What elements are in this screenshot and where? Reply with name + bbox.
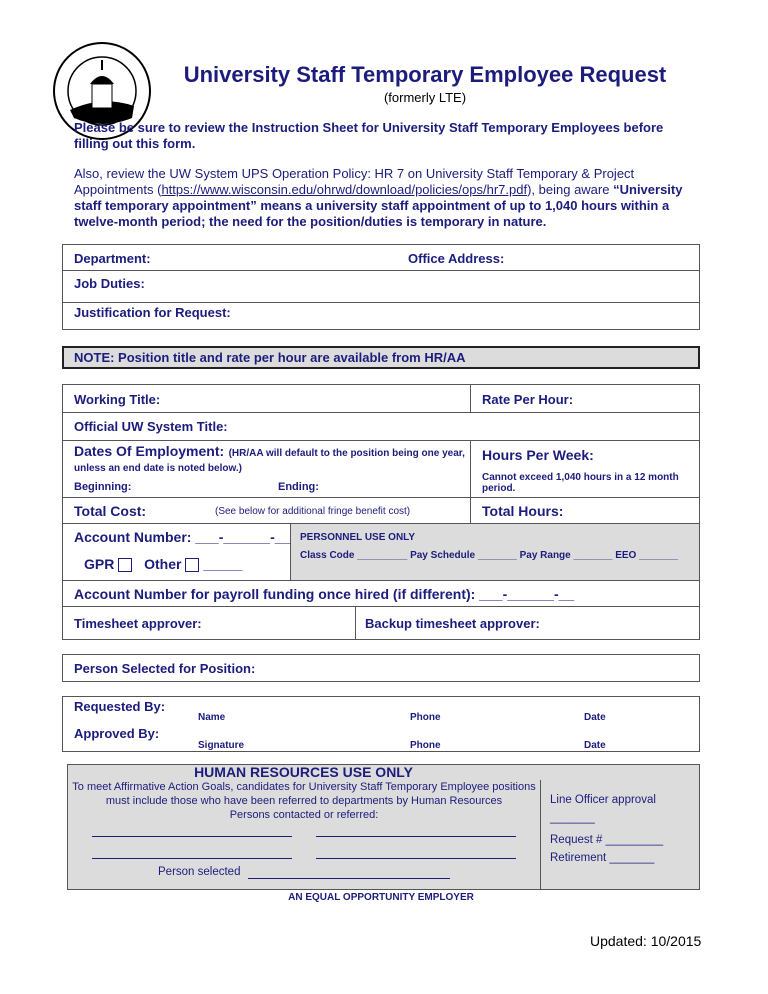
referred-line[interactable] <box>92 858 292 859</box>
requested-name-field[interactable]: Name <box>198 712 226 723</box>
personnel-use-title: PERSONNEL USE ONLY <box>300 532 416 543</box>
office-address-field[interactable]: Office Address: <box>408 251 505 266</box>
policy-text-suffix: ), being aware <box>527 182 610 197</box>
account-number-label: Account Number: <box>74 529 192 545</box>
other-label: Other <box>144 556 182 572</box>
dates-note-2: unless an end date is noted below.) <box>74 463 242 474</box>
official-title-field[interactable]: Official UW System Title: <box>74 419 228 434</box>
other-field[interactable]: _____ <box>203 556 243 572</box>
policy-link[interactable]: https://www.wisconsin.edu/ohrwd/download/policies/ops/hr7.pdf <box>161 182 528 197</box>
total-cost-field[interactable]: Total Cost: <box>74 503 147 519</box>
line-officer-label: Line Officer approval <box>550 794 656 806</box>
referred-line[interactable] <box>316 836 516 837</box>
backup-approver-field[interactable]: Backup timesheet approver: <box>365 616 540 631</box>
line-officer-field[interactable]: _______ <box>550 812 595 824</box>
dates-label: Dates Of Employment: <box>74 443 225 459</box>
note-text: NOTE: Position title and rate per hour are available from HR/AA <box>74 350 466 365</box>
hr-title: HUMAN RESOURCES USE ONLY <box>194 764 413 780</box>
hr-text-block <box>69 780 539 822</box>
payroll-account-label: Account Number for payroll funding once hired (if different): <box>74 586 476 602</box>
retirement-field[interactable]: _______ <box>609 852 655 864</box>
dates-note: (HR/AA will default to the position being one year, <box>228 448 465 459</box>
payroll-account-field[interactable]: ___-______-__ <box>479 586 575 602</box>
rate-per-hour-field[interactable]: Rate Per Hour: <box>482 392 574 407</box>
person-selected-label: Person selected <box>158 866 241 878</box>
approved-date-field[interactable]: Date <box>584 740 606 751</box>
justification-field[interactable]: Justification for Request: <box>74 305 231 320</box>
hours-per-week-field[interactable]: Hours Per Week: <box>482 447 594 463</box>
eoe-footer: AN EQUAL OPPORTUNITY EMPLOYER <box>288 892 474 903</box>
other-checkbox[interactable] <box>185 558 199 572</box>
approved-phone-field[interactable]: Phone <box>410 740 441 751</box>
request-label: Request # <box>550 834 603 846</box>
person-selected-line[interactable] <box>248 878 450 879</box>
policy-definition: “University staff temporary appointment” means a university staff appointment of up to 1,040 hours within a twelve-month period; the need for the position/duties is temporary in nature. <box>74 182 683 229</box>
policy-paragraph <box>74 166 698 230</box>
policy-text: Also, review the UW System UPS Operation Policy: HR 7 on University Staff Temporary & Project Appointments ( <box>74 166 635 197</box>
requested-phone-field[interactable]: Phone <box>410 712 441 723</box>
request-field[interactable]: _________ <box>605 834 664 846</box>
ending-field[interactable]: Ending: <box>278 481 319 493</box>
retirement-label: Retirement <box>550 852 607 864</box>
fringe-note: (See below for additional fringe benefit cost) <box>215 506 411 517</box>
referred-line[interactable] <box>316 858 516 859</box>
beginning-field[interactable]: Beginning: <box>74 481 132 493</box>
page-subtitle: (formerly LTE) <box>383 90 467 105</box>
job-duties-field[interactable]: Job Duties: <box>74 276 145 291</box>
department-field[interactable]: Department: <box>74 251 151 266</box>
dates-of-employment-block <box>74 444 466 476</box>
referred-line[interactable] <box>92 836 292 837</box>
requested-by-label: Requested By: <box>74 699 166 714</box>
updated-date: Updated: 10/2015 <box>590 933 702 949</box>
total-hours-field[interactable]: Total Hours: <box>482 503 564 519</box>
hr-text: To meet Affirmative Action Goals, candidates for University Staff Temporary Employee positions must include those who have been referred to departments by Human Resources <box>72 781 536 807</box>
page-title: University Staff Temporary Employee Request <box>183 62 667 87</box>
gpr-label: GPR <box>84 556 115 572</box>
hours-note: Cannot exceed 1,040 hours in a 12 month period. <box>482 472 679 494</box>
account-number-field[interactable]: ___-______-__ <box>195 529 291 545</box>
timesheet-approver-field[interactable]: Timesheet approver: <box>74 616 202 631</box>
personnel-fields[interactable]: Class Code _________ Pay Schedule _______ Pay Range _______ EEO _______ <box>300 550 679 561</box>
working-title-field[interactable]: Working Title: <box>74 392 161 407</box>
person-selected-field[interactable]: Person Selected for Position: <box>74 661 256 676</box>
gpr-checkbox[interactable] <box>118 558 132 572</box>
requested-date-field[interactable]: Date <box>584 712 606 723</box>
approved-signature-field[interactable]: Signature <box>198 740 245 751</box>
instruction-notice: Please be sure to review the Instruction Sheet for University Staff Temporary Employees before filling out this form. <box>74 120 664 151</box>
persons-contacted-label: Persons contacted or referred: <box>229 809 379 821</box>
approved-by-label: Approved By: <box>74 726 160 741</box>
